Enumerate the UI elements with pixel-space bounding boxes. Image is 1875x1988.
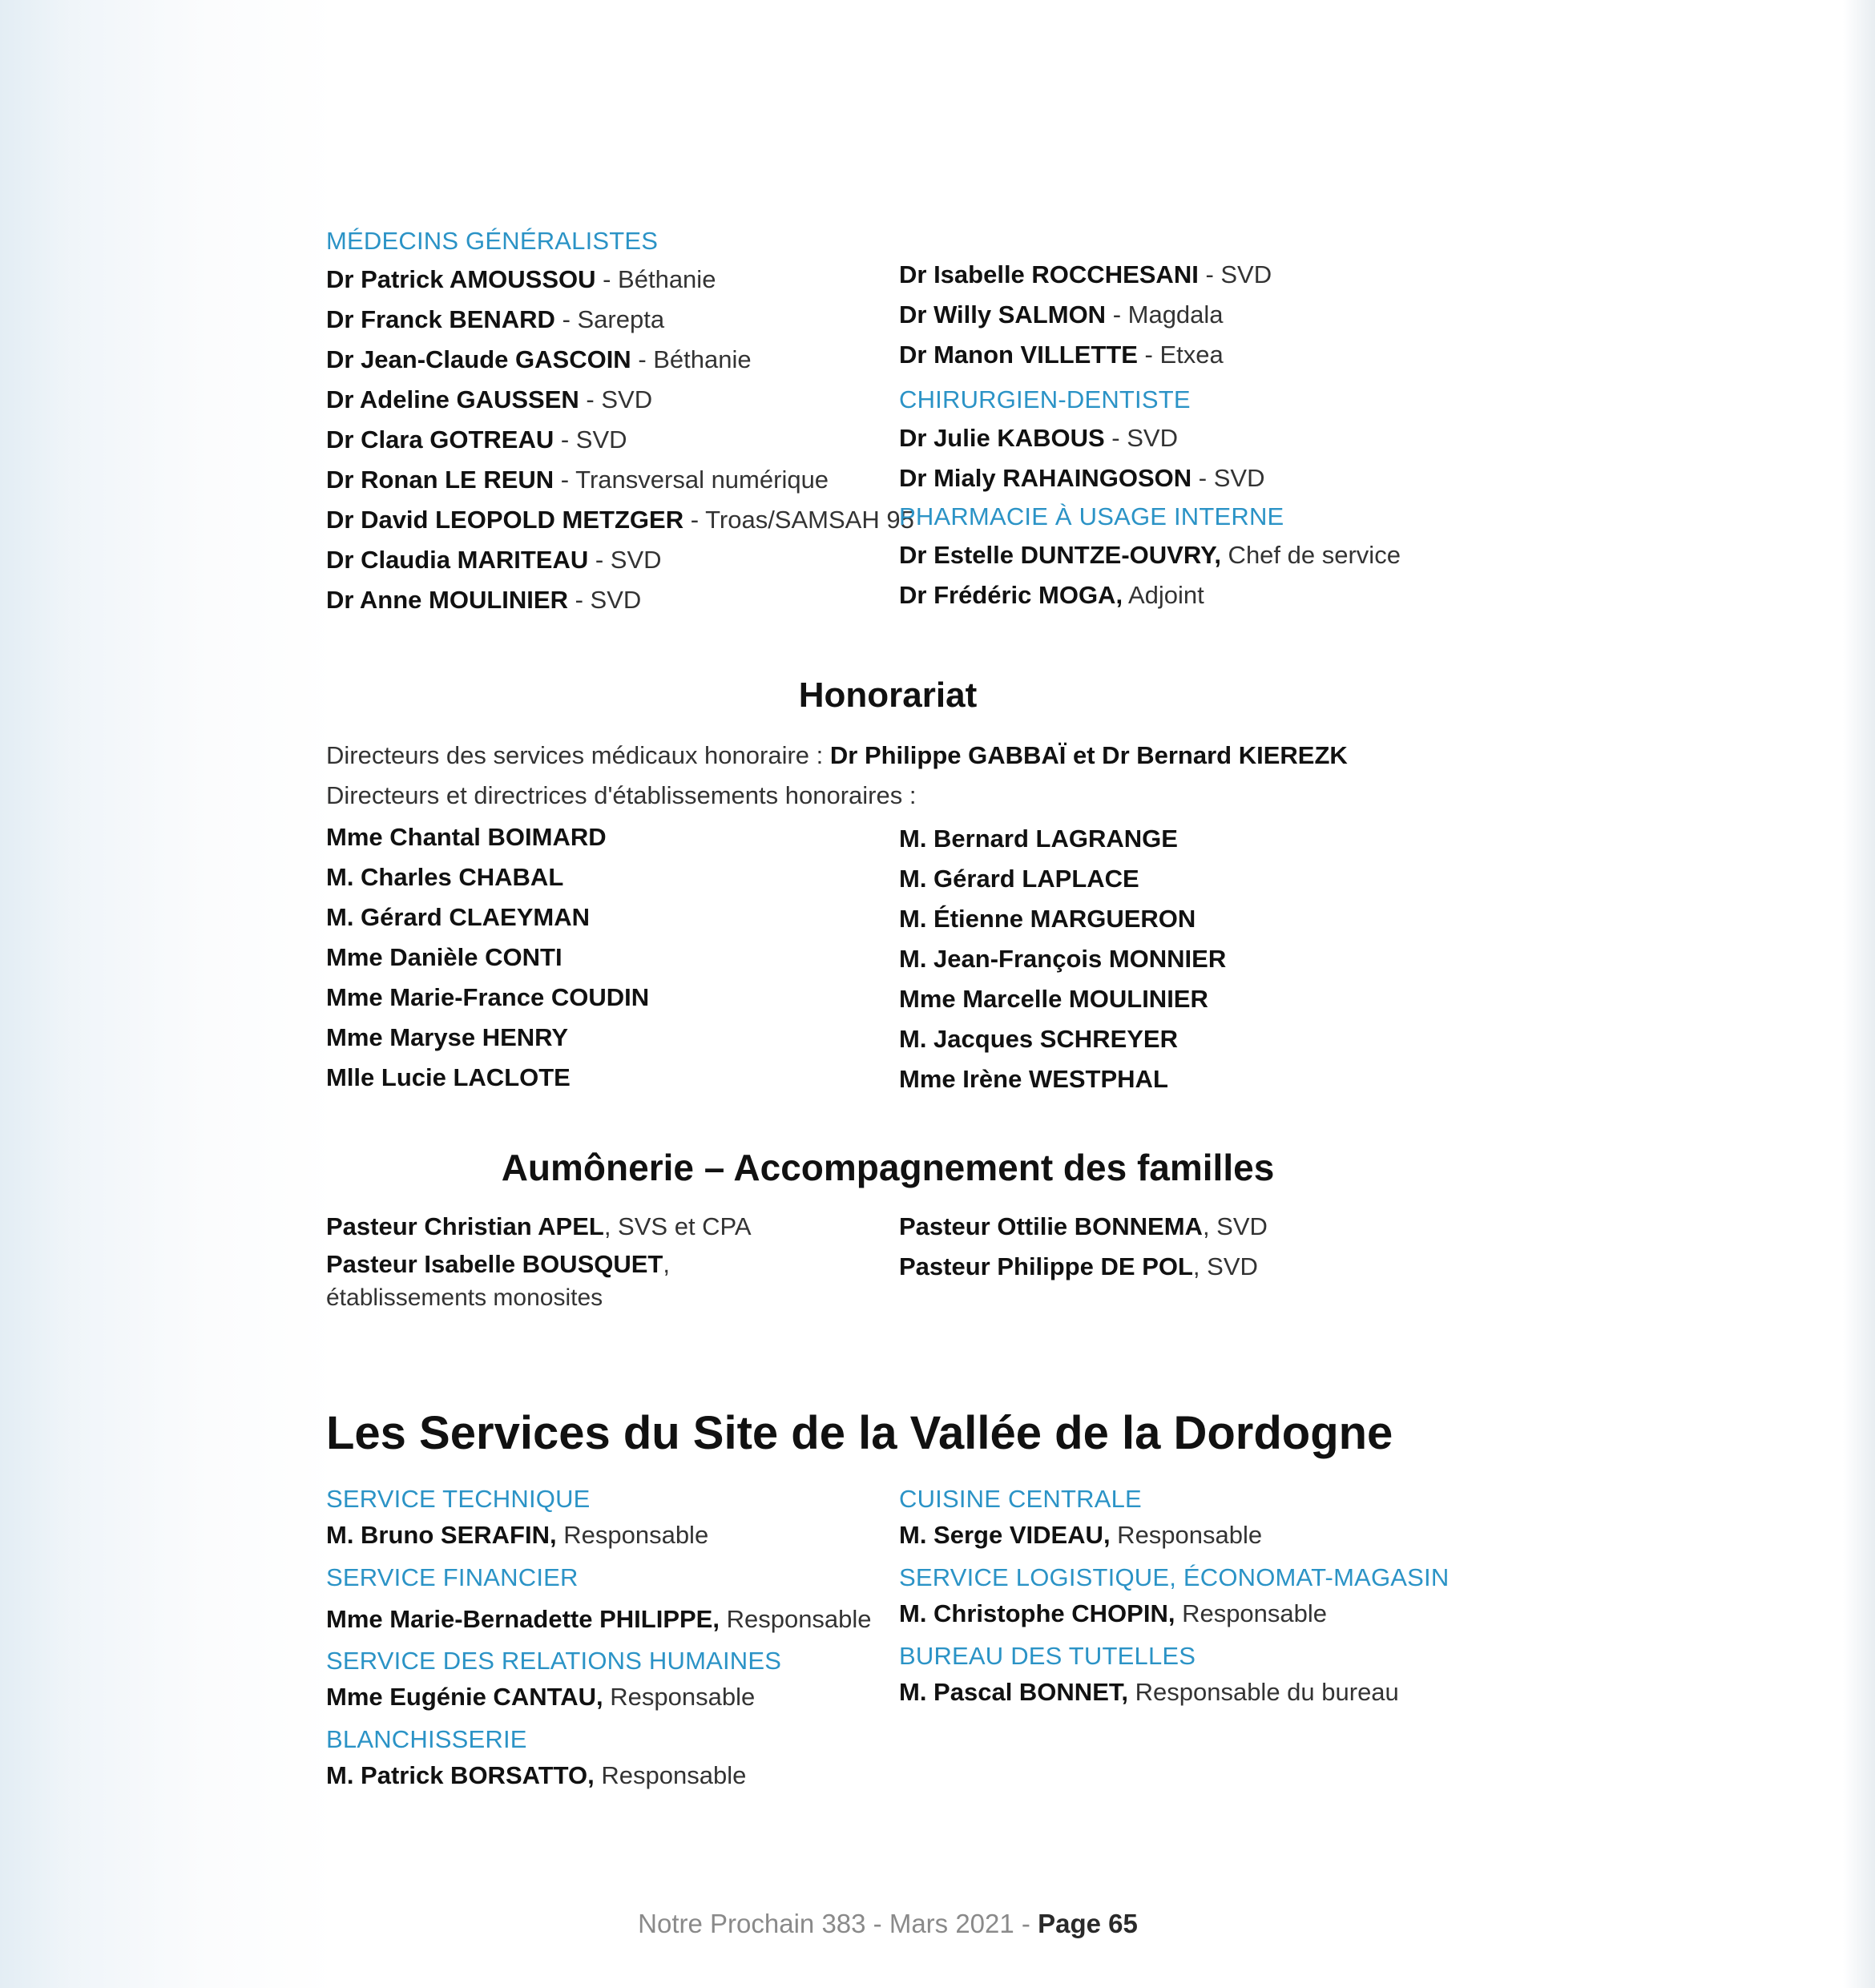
list-item: M. Jean-François MONNIER <box>899 945 1227 973</box>
list-item: Dr Manon VILLETTE - Etxea <box>899 341 1224 369</box>
list-item: M. Bruno SERAFIN, Responsable <box>326 1521 709 1549</box>
services-column-right <box>899 1481 1508 1710</box>
category-service: BLANCHISSERIE <box>326 1725 527 1753</box>
category-service: SERVICE FINANCIER <box>326 1563 579 1591</box>
list-item: Pasteur Isabelle BOUSQUET, <box>326 1250 670 1278</box>
list-item: Dr Anne MOULINIER - SVD <box>326 586 642 614</box>
list-item: Pasteur Ottilie BONNEMA, SVD <box>899 1212 1268 1240</box>
list-item: M. Serge VIDEAU, Responsable <box>899 1521 1263 1549</box>
list-item: M. Charles CHABAL <box>326 863 564 891</box>
list-item: M. Gérard CLAEYMAN <box>326 903 590 931</box>
category-service: SERVICE TECHNIQUE <box>326 1485 591 1513</box>
list-item: Mme Danièle CONTI <box>326 943 562 971</box>
list-item: Dr Estelle DUNTZE-OUVRY, Chef de service <box>899 541 1401 569</box>
list-item: Dr Claudia MARITEAU - SVD <box>326 546 662 574</box>
list-item: Dr Patrick AMOUSSOU - Béthanie <box>326 265 716 293</box>
list-item: Mme Marie-France COUDIN <box>326 983 650 1011</box>
page-number: Page 65 <box>1038 1909 1138 1938</box>
honorariat-column-left <box>326 817 887 1098</box>
generalists-column-right <box>899 255 1508 615</box>
list-item: Dr Frédéric MOGA, Adjoint <box>899 581 1204 609</box>
list-item: Dr Ronan LE REUN - Transversal numérique <box>326 466 829 494</box>
page-footer <box>0 1909 1776 1939</box>
list-item: Dr Clara GOTREAU - SVD <box>326 425 627 454</box>
honorariat-heading: Honorariat <box>798 675 978 715</box>
list-item: Mlle Lucie LACLOTE <box>326 1063 571 1091</box>
list-item: Dr Isabelle ROCCHESANI - SVD <box>899 260 1272 288</box>
category-dentist: CHIRURGIEN-DENTISTE <box>899 385 1191 413</box>
chaplaincy-column-left <box>326 1207 887 1314</box>
list-item: Dr David LEOPOLD METZGER - Troas/SAMSAH 95 <box>326 506 914 534</box>
services-heading: Les Services du Site de la Vallée de la Dordogne <box>326 1407 1393 1459</box>
list-item: Mme Chantal BOIMARD <box>326 823 607 851</box>
list-item: M. Étienne MARGUERON <box>899 905 1196 933</box>
list-item: Mme Maryse HENRY <box>326 1023 569 1051</box>
list-item: Mme Eugénie CANTAU, Responsable <box>326 1683 756 1711</box>
list-item: Dr Willy SALMON - Magdala <box>899 300 1224 329</box>
list-item: Dr Mialy RAHAINGOSON - SVD <box>899 464 1265 492</box>
list-item: Mme Marcelle MOULINIER <box>899 985 1208 1013</box>
generalists-column-left <box>326 223 914 620</box>
honorariat-column-right <box>899 819 1508 1099</box>
list-item: Pasteur Philippe DE POL, SVD <box>899 1252 1258 1280</box>
list-item: Dr Adeline GAUSSEN - SVD <box>326 385 653 413</box>
chaplaincy-column-right <box>899 1207 1508 1287</box>
list-item: M. Gérard LAPLACE <box>899 865 1139 893</box>
category-service: SERVICE DES RELATIONS HUMAINES <box>326 1647 782 1675</box>
category-generalists: MÉDECINS GÉNÉRALISTES <box>326 227 659 255</box>
chaplaincy-heading: Aumônerie – Accompagnement des familles <box>501 1147 1275 1188</box>
list-item: Mme Irène WESTPHAL <box>899 1065 1168 1093</box>
list-item: M. Bernard LAGRANGE <box>899 825 1178 853</box>
list-item: M. Pascal BONNET, Responsable du bureau <box>899 1678 1399 1706</box>
category-service: CUISINE CENTRALE <box>899 1485 1142 1513</box>
medical-directors-line: Directeurs des services médicaux honoraire : Dr Philippe GABBAÏ et Dr Bernard KIEREZK <box>326 741 1348 769</box>
list-item: M. Christophe CHOPIN, Responsable <box>899 1599 1328 1627</box>
list-item: Pasteur Christian APEL, SVS et CPA <box>326 1212 752 1240</box>
services-column-left <box>326 1481 887 1793</box>
list-item: M. Patrick BORSATTO, Responsable <box>326 1761 747 1789</box>
list-item: Mme Marie-Bernadette PHILIPPE, Responsable <box>326 1605 872 1633</box>
category-service: SERVICE LOGISTIQUE, ÉCONOMAT-MAGASIN <box>899 1563 1450 1591</box>
list-item: Dr Franck BENARD - Sarepta <box>326 305 665 333</box>
category-service: BUREAU DES TUTELLES <box>899 1642 1196 1670</box>
list-item-subtext: établissements monosites <box>326 1284 603 1311</box>
list-item: Dr Julie KABOUS - SVD <box>899 424 1178 452</box>
list-item: Dr Jean-Claude GASCOIN - Béthanie <box>326 345 752 373</box>
category-pharmacy: PHARMACIE À USAGE INTERNE <box>899 502 1284 530</box>
publication-info: Notre Prochain 383 - Mars 2021 - <box>638 1909 1038 1938</box>
list-item: M. Jacques SCHREYER <box>899 1025 1178 1053</box>
directors-label: Directeurs et directrices d'établissements honoraires : <box>326 781 917 809</box>
